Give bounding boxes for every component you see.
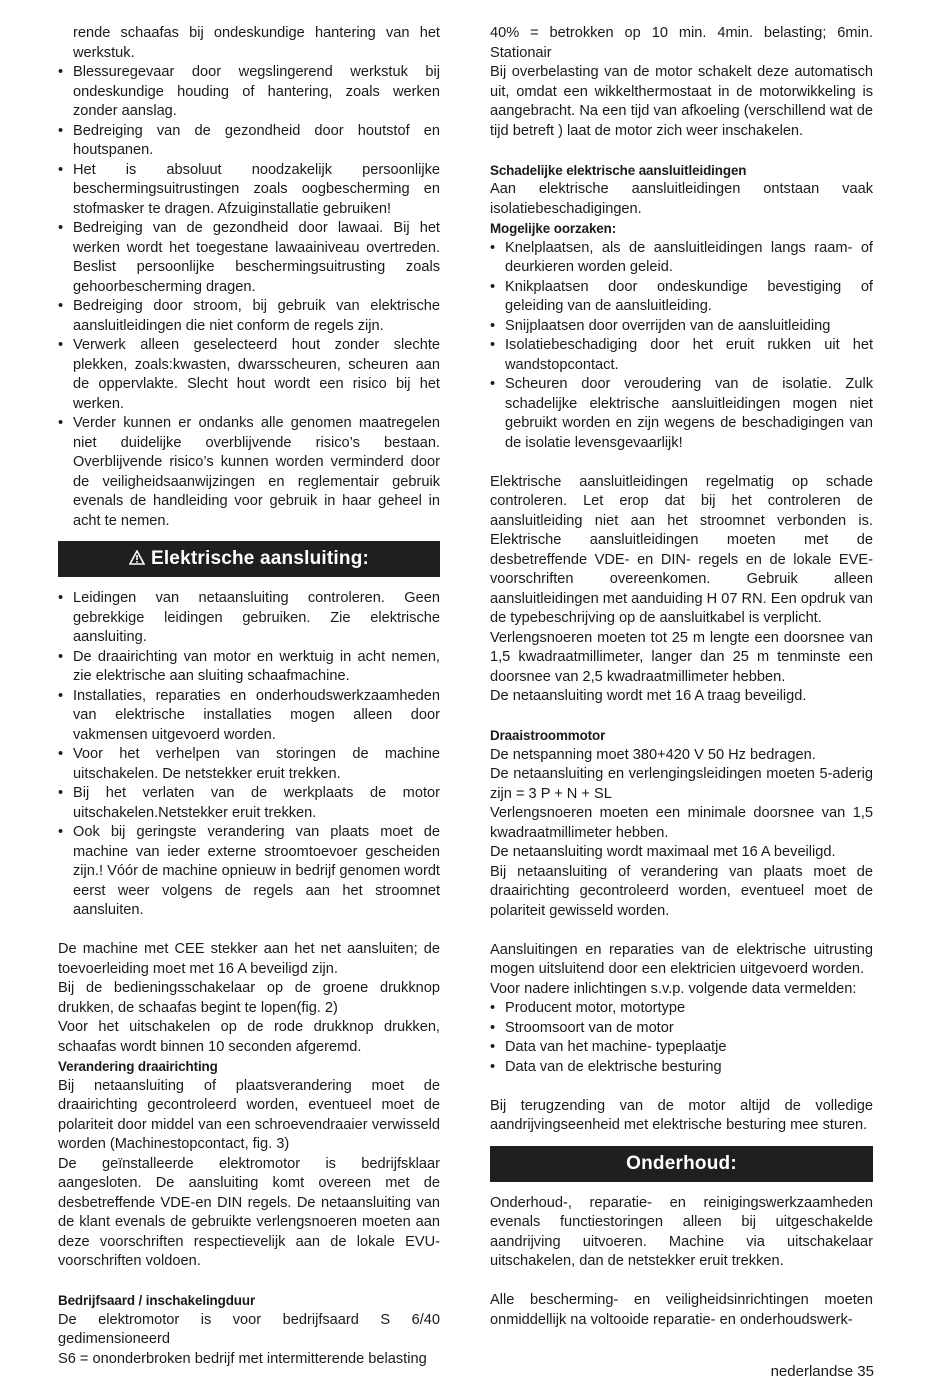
paragraph: Voor het uitschakelen op de rode drukknop drukken, schaafas wordt binnen 10 seconden afgeremd. [58,1019,440,1055]
paragraph: Aan elektrische aansluitleidingen ontstaan vaak isolatiebeschadigingen. [490,181,873,217]
list-item: • Voor het verhelpen van storingen de machine uitschakelen. De netstekker eruit trekken. [58,745,440,784]
paragraph: Elektrische aansluitleidingen regelmatig op schade controleren. Let erop dat bij het controleren de aansluitleiding niet aan het stroomnet verbonden is. Elektrische aansluitleidingen moeten met de desbetreffende VDE- en DIN- regels en de lokale EVE- voorschriften overeenkomen. Gebruik alleen aansluitleidingen met aanduiding H 07 RN. Een opdruk van de typebeschrijving op de aansluitkabel is verplicht. [490,473,873,626]
list-item: • Verwerk alleen geselecteerd hout zonder slechte plekken, zoals:kwasten, dwarsscheuren, scheuren aan de oppervlakte. Slecht hout wordt een risico bij het werken. [58,336,440,414]
list-item: • Ook bij geringste verandering van plaats moet de machine van ieder externe stroomtoevoer gescheiden zijn.! Vóór de machine opnieuw in bedrijf genomen wordt eerst weer volgens de regels aan het stroomnet aansluiten. [58,823,440,921]
section-heading: Mogelijke oorzaken: [490,221,617,236]
paragraph: Alle bescherming- en veiligheidsinrichtingen moeten onmiddellijk na voltooide reparatie- en onderhoudswerk- [490,1292,873,1328]
risk-list [58,63,440,531]
paragraph: Voor nadere inlichtingen s.v.p. volgende data vermelden: [490,980,857,997]
paragraph: De geïnstalleerde elektromotor is bedrijfsklaar aangesloten. De aansluiting komt overeen met de desbetreffende VDE-en DIN regels. De netaansluiting van de klant evenals de gebruikte verlengsnoeren moeten aan deze voorschriften respectievelijk aan de lokale EVU- voorschriften voldoen. [58,1155,440,1269]
list-item: • Knelplaatsen, als de aansluitleidingen langs raam- of deurkieren worden geleid. [490,239,873,278]
list-item: • Bij het verlaten van de werkplaats de motor uitschakelen.Netstekker eruit trekken. [58,784,440,823]
list-item: • Data van het machine- typeplaatje [490,1038,873,1058]
maintenance-banner [490,1146,873,1182]
paragraph: Verlengsnoeren moeten een minimale doorsnee van 1,5 kwadraatmillimeter hebben. [490,805,873,841]
paragraph: S6 = ononderbroken bedrijf met intermitterende belasting [58,1350,427,1367]
list-item: • Isolatiebeschadiging door het eruit rukken uit het wandstopcontact. [490,336,873,375]
list-item: • Installaties, reparaties en onderhoudswerkzaamheden van elektrische installaties mogen alleen door vakmensen uitgevoerd worden. [58,687,440,746]
paragraph: Bij netaansluiting of verandering van plaats moet de draairichting gecontroleerd worden, eventueel moet de polariteit gewisseld worden. [490,863,873,919]
data-list [490,999,873,1077]
list-item: • Verder kunnen er ondanks alle genomen maatregelen niet duidelijke overblijvende risico’s bestaan. Overblijvende risico’s kunnen worden verminderd door de veiligheidsaanwijzingen en reglementair gebruik evenals de handleiding voor gebruik in haar geheel in acht te nemen. [58,414,440,531]
section-heading: Draaistroommotor [490,728,606,743]
section-heading: Verandering draairichting [58,1059,218,1074]
paragraph: Aansluitingen en reparaties van de elektrische uitrusting mogen uitsluitend door een elektricien uitgevoerd worden. [490,941,873,977]
list-item: • Snijplaatsen door overrijden van de aansluitleiding [490,317,873,337]
causes-list [490,239,873,454]
list-item: • De draairichting van motor en werktuig in acht nemen, zie elektrische aan sluiting schaafmachine. [58,648,440,687]
paragraph: Bij terugzending van de motor altijd de volledige aandrijvingseenheid met elektrische besturing mee sturen. [490,1097,873,1133]
list-item: • Blessuregevaar door wegslingerend werkstuk bij ondeskundige houding of hantering, zoals werken zonder aanslag. [58,63,440,122]
banner-title: Onderhoud: [626,1152,737,1174]
paragraph: De machine met CEE stekker aan het net aansluiten; de toevoerleiding moet met 16 A beveiligd zijn. [58,941,440,977]
intro-line: rende schaafas bij ondeskundige hantering van het werkstuk. [73,25,440,61]
list-item: • Producent motor, motortype [490,999,873,1019]
list-item: • Bedreiging door stroom, bij gebruik van elektrische aansluitleidingen die niet conform de regels zijn. [58,297,440,336]
connection-list [58,589,440,921]
list-item: • Stroomsoort van de motor [490,1019,873,1039]
page-number: nederlandse 35 [770,1363,874,1380]
list-item: • Bedreiging van de gezondheid door houtstof en houtspanen. [58,122,440,161]
list-item: • Scheuren door veroudering van de isolatie. Zulk schadelijke elektrische aansluitleidingen mogen niet gebruikt worden en zijn wegens de beschadigingen van de isolatie levensgevaarlijk! [490,375,873,453]
list-item: • Het is absoluut noodzakelijk persoonlijke beschermingsuitrustingen zoals oogbescherming en stofmasker te dragen. Afzuiginstallatie gebruiken! [58,161,440,220]
list-item: • Leidingen van netaansluiting controleren. Geen gebrekkige leidingen gebruiken. Zie elektrische aansluiting. [58,589,440,648]
paragraph: De netaansluiting wordt maximaal met 16 A beveiligd. [490,844,836,860]
paragraph: 40% = betrokken op 10 min. 4min. belasting; 6min. Stationair [490,25,873,61]
electrical-connection-banner [58,541,440,577]
list-item: • Bedreiging van de gezondheid door lawaai. Bij het werken wordt het toegestane lawaainiveau overtreden. Beslist persoonlijke beschermingsuitrusting zoals gehoorbescherming dragen. [58,219,440,297]
paragraph: Bij netaansluiting of plaatsverandering moet de draairichting gecontroleerd worden, eventueel moet de polariteit door middel van een schroevendraaier verwisseld worden (Machinestopcontact, fig. 3) [58,1077,440,1152]
list-item: • Data van de elektrische besturing [490,1058,873,1078]
banner-title: Elektrische aansluiting: [150,548,370,569]
section-heading: Bedrijfsaard / inschakelingduur [58,1293,256,1308]
paragraph: Onderhoud-, reparatie- en reinigingswerkzaamheden evenals functiestoringen alleen bij uitgeschakelde aandrijving uitvoeren. Machine via uitschakelaar uitschakelen, dan de netstekker eruit trekken. [490,1194,873,1269]
paragraph: De netaansluiting wordt met 16 A traag beveiligd. [490,688,807,704]
paragraph: Bij de bedieningsschakelaar op de groene drukknop drukken, de schaafas begint te lopen(fig. 2) [58,980,440,1016]
paragraph: Bij overbelasting van de motor schakelt deze automatisch uit, omdat een wikkelthermostaat in de motorwikkeling is aangebracht. Na een tijd van afkoeling (verschillend wat de tijd betreft ) laat de motor zich weer inschakelen. [490,64,873,139]
paragraph: Verlengsnoeren moeten tot 25 m lengte een doorsnee van 1,5 kwadraatmillimeter, langer dan 25 m tenminste een doorsnee van 2,5 kwadraatmillimeter hebben. [490,629,873,685]
paragraph: De netspanning moet 380+420 V 50 Hz bedragen. [490,746,816,763]
list-item: • Knikplaatsen door ondeskundige bevestiging of geleiding van de aansluitleiding. [490,278,873,317]
warning-triangle-icon [129,541,145,577]
left-column [58,24,440,1369]
section-heading: Schadelijke elektrische aansluitleidingen [490,162,747,178]
paragraph: De elektromotor is voor bedrijfsaard S 6/40 gedimensioneerd [58,1311,440,1347]
paragraph: De netaansluiting en verlengingsleidingen moeten 5-aderig zijn = 3 P + N + SL [490,766,873,802]
right-column [490,24,873,1330]
